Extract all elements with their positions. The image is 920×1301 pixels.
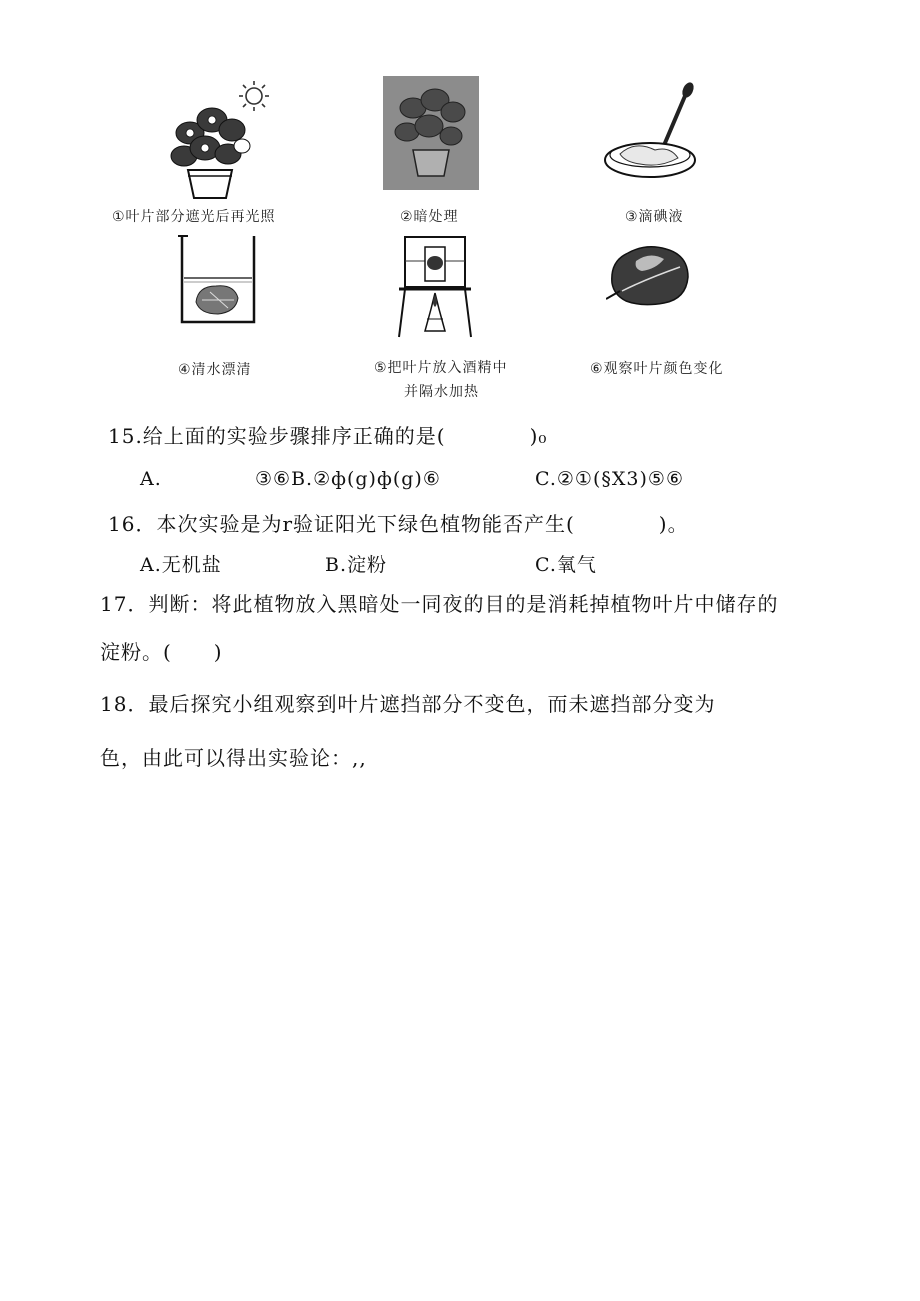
- question-15-option-b: ③⑥B.②ф(g)ф(g)⑥: [255, 468, 441, 490]
- caption-step1: ①叶片部分遮光后再光照: [112, 209, 276, 225]
- question-17-line1: 17．判断：将此植物放入黑暗处一同夜的目的是消耗掉植物叶片中储存的: [100, 592, 779, 616]
- caption-step4: ④清水漂清: [178, 362, 252, 378]
- plant-in-sun-illustration: [160, 78, 285, 203]
- question-18-line2: 色，由此可以得出实验论：,,: [100, 746, 367, 770]
- beaker-rinse-illustration: [178, 234, 258, 326]
- caption-step5-line2: 并隔水加热: [404, 384, 479, 400]
- caption-step5-line1: ⑤把叶片放入酒精中: [374, 360, 508, 376]
- plant-in-dark-illustration: [383, 76, 479, 190]
- question-16-option-a: A.无机盐: [140, 554, 222, 576]
- caption-step3: ③滴碘液: [625, 209, 684, 225]
- question-15-option-a: A.: [140, 468, 162, 490]
- iodine-dropper-illustration: [600, 80, 710, 190]
- question-15-option-c: C.②①(§X3)⑤⑥: [535, 468, 684, 490]
- question-16-option-c: C.氧气: [535, 554, 597, 576]
- caption-step6: ⑥观察叶片颜色变化: [590, 361, 724, 377]
- question-18-line1: 18．最后探究小组观察到叶片遮挡部分不变色，而未遮挡部分变为: [100, 692, 716, 716]
- caption-step2: ②暗处理: [400, 209, 459, 225]
- question-16-option-b: B.淀粉: [325, 554, 388, 576]
- question-17-line2: 淀粉。( ): [100, 640, 223, 664]
- leaf-result-illustration: [606, 243, 692, 309]
- water-bath-heating-illustration: [395, 233, 475, 343]
- question-16: 16．本次实验是为r验证阳光下绿色植物能否产生( )。: [108, 512, 689, 536]
- sun-icon: [239, 81, 269, 111]
- question-15: 15.给上面的实验步骤排序正确的是( )₀: [108, 424, 548, 448]
